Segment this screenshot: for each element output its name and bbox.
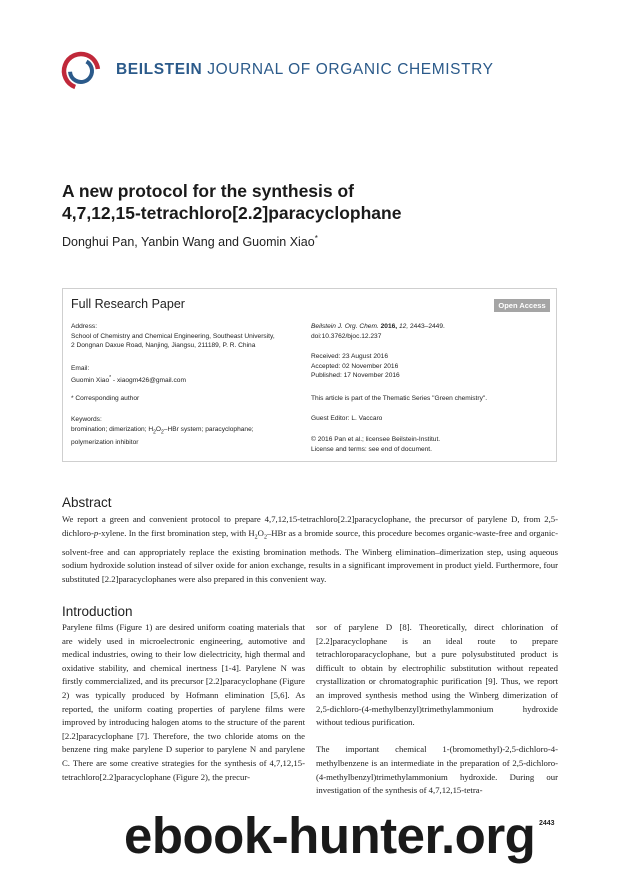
article-type: Full Research Paper — [71, 297, 185, 311]
open-access-badge: Open Access — [494, 299, 550, 312]
doi-link[interactable]: doi:10.3762/bjoc.12.237 — [311, 332, 382, 340]
introduction-heading: Introduction — [62, 604, 133, 619]
email-link[interactable]: - xiaogm426@gmail.com — [111, 376, 186, 384]
thematic-series-link[interactable]: This article is part of the Thematic Series "Green chemistry". — [311, 395, 488, 402]
abstract-text: We report a green and convenient protocol to prepare 4,7,12,15-tetrachloro[2.2]paracyclophane, the precursor of parylene D, from 2,5-dichloro-p-xylene. In the first bromination step, with $H_2O_2$–HBr as a bromide source, this procedure becomes organic-waste-free and organic-solvent-free and can appropriately replace the existing bromination methods. The Winberg elimination–dimerization step, using aqueous sodium hydroxide solution instead of silver oxide for anion exchange, results in a significant improvement in product yield. Furthermore, four substituted [2.2]paracyclophanes were also prepared in this convenient way. — [62, 514, 558, 585]
address-block: Address: School of Chemistry and Chemical Engineering, Southeast University, 2 Dongnan Daxue Road, Nanjing, Jiangsu, 211189, P. R. China — [71, 323, 275, 350]
author-list: Donghui Pan, Yanbin Wang and Guomin Xiao* — [62, 234, 318, 250]
intro-column-right: sor of parylene D [8]. Theoretically, direct chlorination of [2.2]paracyclophane is an ideal route to prepare tetrachloroparacyclophane, but a pure polysubstituted product is difficult to obtain by electrophilic substitution without repeated crystallization or chromatographic purification [9]. Thus, we report an improved synthesis method using the Winberg dimerization of 2,5-dichloro-(4-methylbenzyl)trimethylammonium hydroxide without tedious purification. The important chemical 1-(bromomethyl)-2,5-dichloro-4-methylbenzene is an intermediate in the preparation of 2,5-dichloro-(4-methylbenzyl)trimethylammonium hydroxide. During our investigation of the synthesis of 4,7,12,15-tetra- — [316, 622, 558, 796]
email-block: Email: Guomin Xiao* - xiaogm426@gmail.com — [71, 365, 186, 384]
copyright-block: © 2016 Pan et al.; licensee Beilstein-Institut. License and terms: see end of document. — [311, 436, 441, 453]
abstract-heading: Abstract — [62, 495, 112, 510]
thematic-series — [311, 394, 551, 404]
page-number: 2443 — [539, 820, 555, 827]
dates-block: Received: 23 August 2016 Accepted: 02 November 2016 Published: 17 November 2016 — [311, 353, 400, 380]
watermark: ebook-hunter.org — [124, 807, 536, 864]
guest-editor: Guest Editor: L. Vaccaro — [311, 415, 383, 422]
article-title: A new protocol for the synthesis of 4,7,12,15-tetrachloro[2.2]paracyclophane — [62, 181, 402, 223]
journal-logo-icon — [60, 50, 102, 92]
intro-column-left: Parylene films (Figure 1) are desired uniform coating materials that are widely used in microelectronic engineering, automotive and medical industries, owing to their low dielectricity, high thermal and oxidative stability, and chemical inertness [1-4]. Parylene N was firstly commercialized, and its precursor [2.2]paracyclophane (Figure 2) was typically produced by Hofmann elimination [5,6]. As reported, the uniform coating properties of parylene films were improved by introducing halogen atoms to the structure of the parent [2.2]paracyclophane [7]. Therefore, the two chloride atoms on the benzene ring make parylene D superior to parylene N and parylene C. There are some creative strategies for the synthesis of 4,7,12,15-tetrachloro[2.2]paracyclophane (Figure 2), the precur- — [62, 622, 305, 782]
corresponding-note: * Corresponding author — [71, 395, 140, 402]
citation-block: Beilstein J. Org. Chem. 2016, 12, 2443–2449. doi:10.3762/bjoc.12.237 — [311, 322, 551, 341]
journal-name: BEILSTEIN JOURNAL OF ORGANIC CHEMISTRY — [116, 61, 494, 78]
keywords-block: Keywords: bromination; dimerization; $H_2O_2$–HBr system; paracyclophane; polymerization inhibitor — [71, 416, 254, 446]
